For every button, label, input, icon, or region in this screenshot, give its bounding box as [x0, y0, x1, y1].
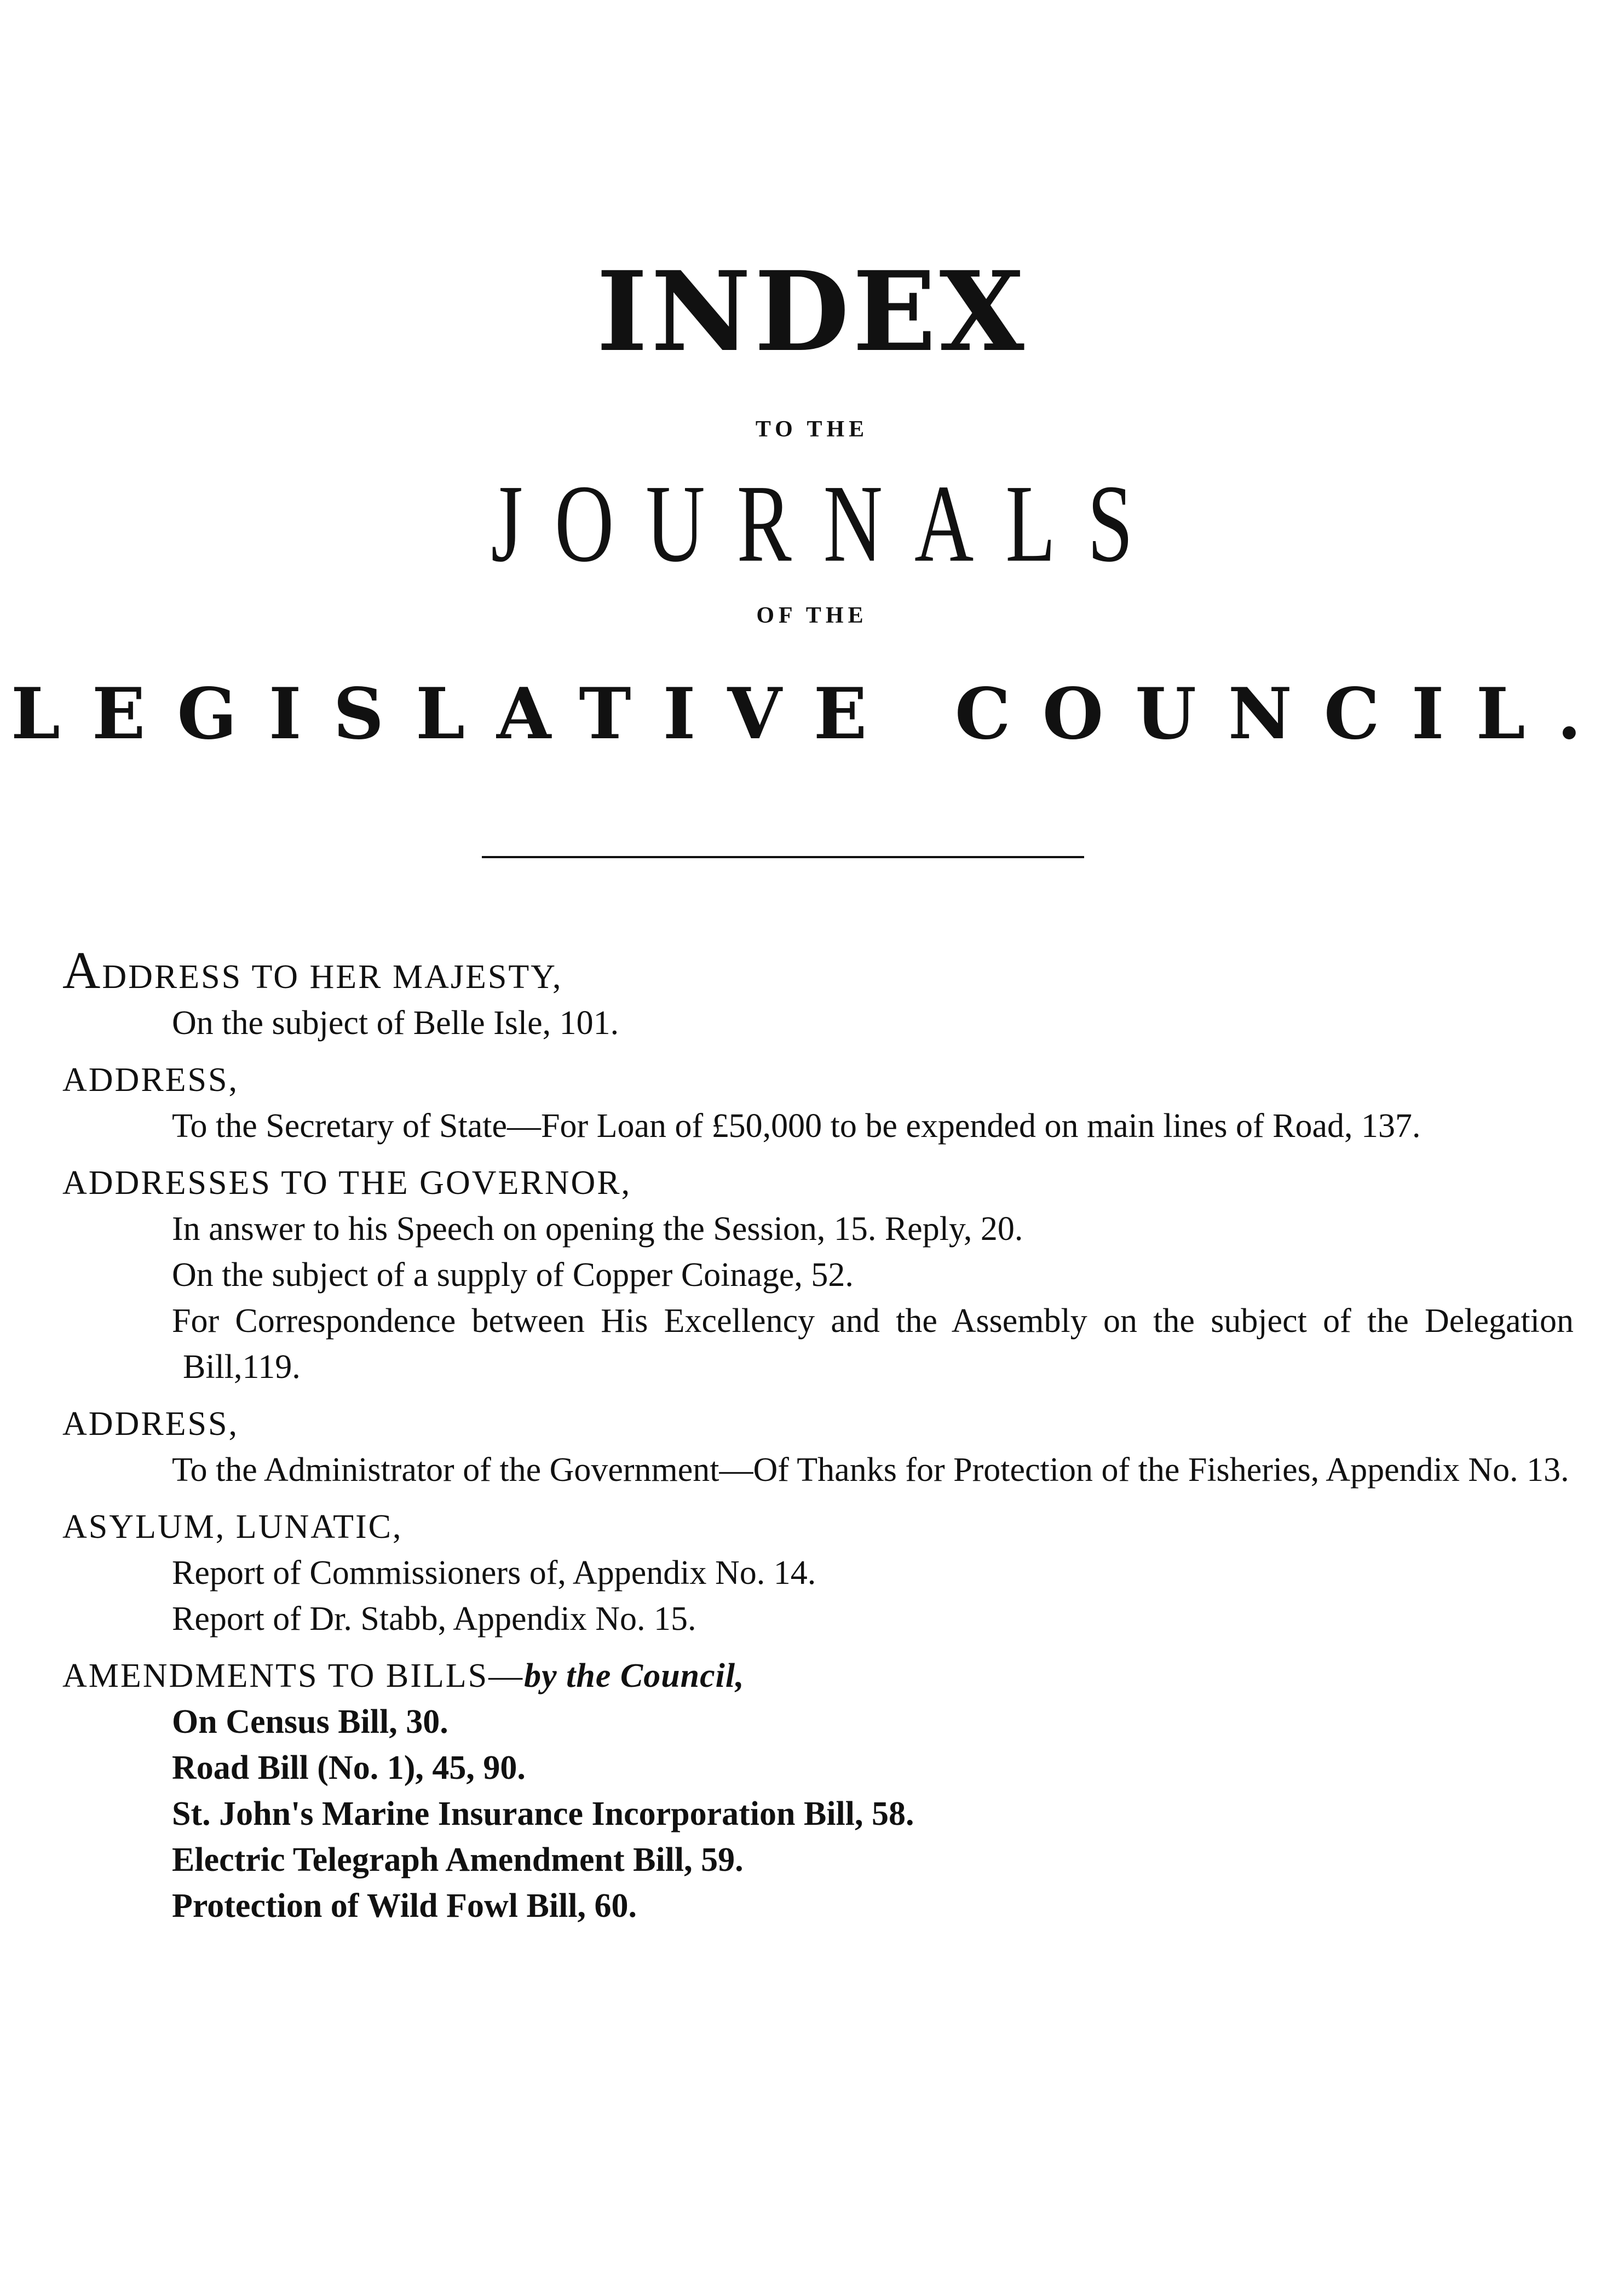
entry-heading: ADDRESS,	[62, 1061, 239, 1099]
index-entry	[62, 1401, 1574, 1493]
entry-item: Road Bill (No. 1), 45, 90.	[172, 1749, 526, 1786]
title-divider-rule	[482, 856, 1084, 858]
entry-item: For Correspondence between His Excellency and the Assembly on the subject of the Delegation Bill,119.	[172, 1302, 1574, 1386]
entry-heading-italic: by the Council,	[524, 1657, 745, 1694]
entry-item: To the Administrator of the Government—Of Thanks for Protection of the Fisheries, Appendix No. 13.	[172, 1451, 1569, 1489]
entry-item: On the subject of Belle Isle, 101.	[172, 1004, 619, 1042]
entry-heading: ADDRESSES TO THE GOVERNOR,	[62, 1164, 632, 1202]
index-entry	[62, 1160, 1574, 1390]
entry-item: Electric Telegraph Amendment Bill, 59.	[172, 1841, 744, 1878]
index-entries	[62, 941, 1574, 1940]
index-entry	[62, 1653, 1574, 1929]
entry-item: Protection of Wild Fowl Bill, 60.	[172, 1887, 637, 1924]
index-entry	[62, 1057, 1574, 1149]
index-entry	[62, 1504, 1574, 1642]
entry-heading	[62, 941, 1574, 1000]
entry-heading-text: DDRESS TO HER MAJESTY,	[102, 958, 563, 996]
entry-heading	[62, 1653, 1574, 1699]
entry-heading: ASYLUM, LUNATIC,	[62, 1508, 403, 1546]
journals-title: JOURNALS	[491, 462, 1165, 585]
of-the-subtitle: OF THE	[756, 603, 868, 628]
to-the-subtitle: TO THE	[755, 417, 869, 442]
entry-heading: ADDRESS,	[62, 1405, 239, 1443]
index-entry	[62, 941, 1574, 1046]
entry-item: In answer to his Speech on opening the Session, 15. Reply, 20.	[172, 1210, 1023, 1248]
entry-item: On Census Bill, 30.	[172, 1703, 448, 1740]
entry-heading-text: AMENDMENTS TO BILLS—	[62, 1657, 525, 1694]
entry-item: On the subject of a supply of Copper Coinage, 52.	[172, 1256, 854, 1294]
index-title: INDEX	[596, 248, 1028, 376]
drop-cap-letter: A	[62, 941, 102, 999]
legislative-council-title: LEGISLATIVE COUNCIL.	[10, 673, 1614, 755]
entry-item: Report of Commissioners of, Appendix No. 14.	[172, 1554, 816, 1592]
entry-item: To the Secretary of State—For Loan of £50,000 to be expended on main lines of Road, 137.	[172, 1107, 1421, 1145]
entry-item: Report of Dr. Stabb, Appendix No. 15.	[172, 1600, 696, 1638]
entry-item: St. John's Marine Insurance Incorporation Bill, 58.	[172, 1795, 914, 1832]
